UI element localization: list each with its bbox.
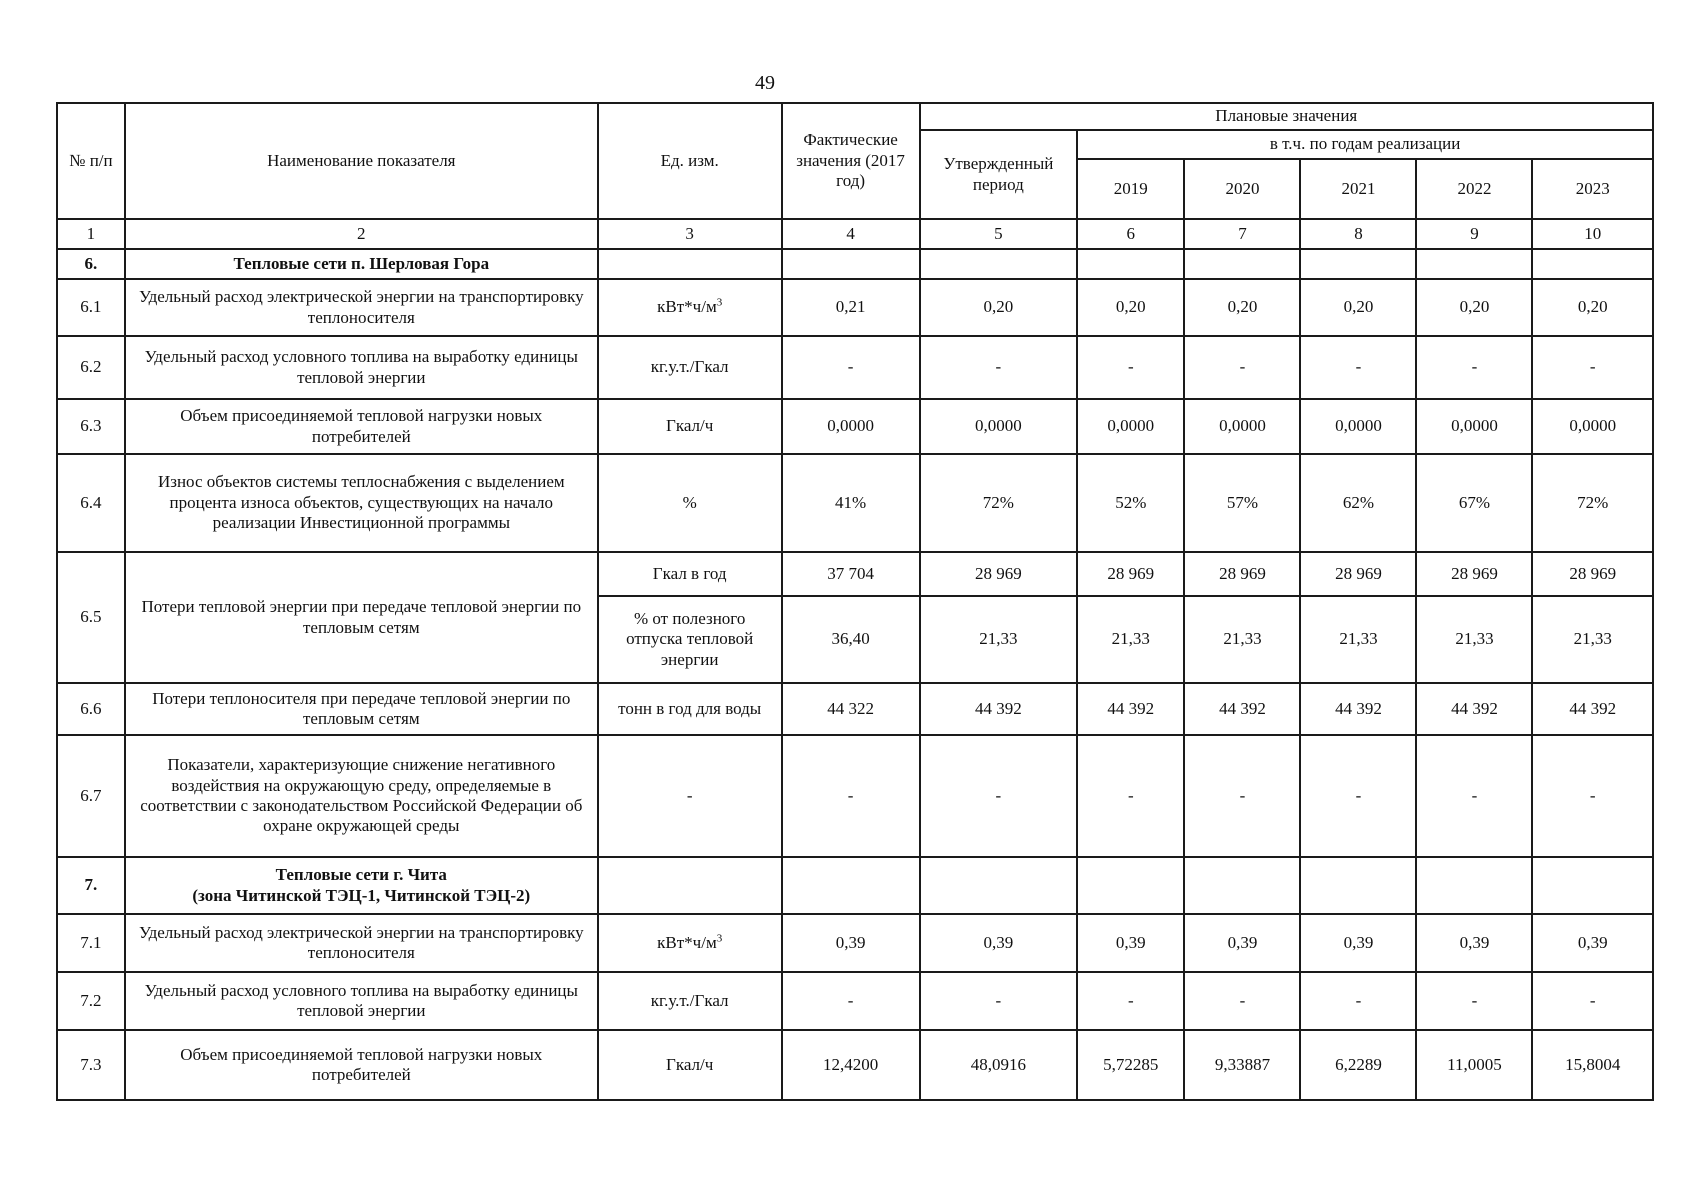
row-num: 7.1 — [57, 914, 125, 972]
row-name: Удельный расход условного топлива на выработку единицы тепловой энергии — [125, 336, 598, 399]
value-cell: - — [1300, 735, 1416, 857]
section-row — [57, 857, 1653, 914]
value-cell: 0,39 — [920, 914, 1078, 972]
col-number: 4 — [782, 219, 920, 249]
value-cell: 0,39 — [1300, 914, 1416, 972]
value-cell: - — [1184, 336, 1300, 399]
value-cell: - — [1077, 735, 1184, 857]
value-cell: 36,40 — [782, 596, 920, 683]
value-cell: 21,33 — [1184, 596, 1300, 683]
header-num: № п/п — [57, 103, 125, 219]
table-row — [57, 399, 1653, 454]
value-cell: 0,0000 — [1184, 399, 1300, 454]
value-cell: 28 969 — [1300, 552, 1416, 596]
value-cell: - — [1300, 336, 1416, 399]
section-num: 6. — [57, 249, 125, 279]
value-cell: 57% — [1184, 454, 1300, 552]
value-cell: 0,39 — [1077, 914, 1184, 972]
value-cell: 37 704 — [782, 552, 920, 596]
value-cell: 0,0000 — [1416, 399, 1532, 454]
table-row — [57, 972, 1653, 1030]
col-number: 2 — [125, 219, 598, 249]
value-cell: 67% — [1416, 454, 1532, 552]
row-name: Удельный расход электрической энергии на транспортировку теплоносителя — [125, 279, 598, 336]
row-unit — [598, 279, 782, 336]
value-cell: 0,21 — [782, 279, 920, 336]
table-row — [57, 279, 1653, 336]
row-name: Удельный расход условного топлива на выработку единицы тепловой энергии — [125, 972, 598, 1030]
value-cell: 0,0000 — [920, 399, 1078, 454]
row-unit — [598, 914, 782, 972]
value-cell: 0,0000 — [1300, 399, 1416, 454]
header-planned: Плановые значения — [920, 103, 1653, 130]
header-name: Наименование показателя — [125, 103, 598, 219]
value-cell: - — [782, 336, 920, 399]
value-cell: 0,0000 — [1077, 399, 1184, 454]
unit-text: кВт*ч/м — [657, 297, 717, 317]
value-cell: 0,20 — [1184, 279, 1300, 336]
section-title-line: (зона Читинской ТЭЦ-1, Читинской ТЭЦ-2) — [192, 885, 531, 905]
row-num: 6.3 — [57, 399, 125, 454]
col-number: 5 — [920, 219, 1078, 249]
header-year: 2021 — [1300, 159, 1416, 219]
value-cell: - — [1077, 336, 1184, 399]
row-name: Объем присоединяемой тепловой нагрузки новых потребителей — [125, 1030, 598, 1100]
header-year: 2023 — [1532, 159, 1653, 219]
row-name: Потери тепловой энергии при передаче тепловой энергии по тепловым сетям — [125, 552, 598, 683]
section-title — [125, 857, 598, 914]
col-number: 8 — [1300, 219, 1416, 249]
value-cell: 9,33887 — [1184, 1030, 1300, 1100]
unit-superscript: 3 — [716, 932, 723, 945]
value-cell: 48,0916 — [920, 1030, 1078, 1100]
value-cell: 41% — [782, 454, 920, 552]
value-cell: - — [1532, 972, 1653, 1030]
col-number: 9 — [1416, 219, 1532, 249]
table-row — [57, 683, 1653, 735]
value-cell: 28 969 — [920, 552, 1078, 596]
value-cell: 28 969 — [1532, 552, 1653, 596]
col-number: 3 — [598, 219, 782, 249]
value-cell: - — [1416, 735, 1532, 857]
value-cell: - — [1300, 972, 1416, 1030]
indicators-table — [56, 102, 1654, 1101]
row-num: 6.7 — [57, 735, 125, 857]
row-num: 6.2 — [57, 336, 125, 399]
row-num: 7.2 — [57, 972, 125, 1030]
header-year: 2020 — [1184, 159, 1300, 219]
row-name: Удельный расход электрической энергии на транспортировку теплоносителя — [125, 914, 598, 972]
value-cell: - — [920, 735, 1078, 857]
row-name: Потери теплоносителя при передаче тепловой энергии по тепловым сетям — [125, 683, 598, 735]
header-by-years: в т.ч. по годам реализации — [1077, 130, 1653, 159]
value-cell: 44 392 — [1077, 683, 1184, 735]
table-row — [57, 914, 1653, 972]
value-cell: 11,0005 — [1416, 1030, 1532, 1100]
row-num: 6.1 — [57, 279, 125, 336]
row-num: 6.5 — [57, 552, 125, 683]
value-cell: - — [782, 972, 920, 1030]
value-cell: 44 392 — [1184, 683, 1300, 735]
section-row — [57, 249, 1653, 279]
value-cell: 0,39 — [1416, 914, 1532, 972]
table-row — [57, 1030, 1653, 1100]
table-row — [57, 552, 1653, 596]
value-cell: 28 969 — [1416, 552, 1532, 596]
value-cell: 52% — [1077, 454, 1184, 552]
value-cell: 0,39 — [782, 914, 920, 972]
header-year: 2019 — [1077, 159, 1184, 219]
unit-superscript: 3 — [716, 296, 723, 309]
value-cell: 44 322 — [782, 683, 920, 735]
section-title-line: Тепловые сети г. Чита — [275, 865, 447, 885]
value-cell: 21,33 — [1532, 596, 1653, 683]
value-cell: - — [782, 735, 920, 857]
value-cell: 44 392 — [1532, 683, 1653, 735]
col-number: 7 — [1184, 219, 1300, 249]
value-cell: - — [1077, 972, 1184, 1030]
header-actual: Фактические значения (2017 год) — [782, 103, 920, 219]
value-cell: - — [1416, 336, 1532, 399]
row-unit: % от полезного отпуска тепловой энергии — [598, 596, 782, 683]
value-cell: 0,20 — [1300, 279, 1416, 336]
table-row — [57, 735, 1653, 857]
value-cell: 21,33 — [920, 596, 1078, 683]
row-name: Износ объектов системы теплоснабжения с выделением процента износа объектов, существующих на начало реализации Инвестиционной программы — [125, 454, 598, 552]
row-unit: % — [598, 454, 782, 552]
row-num: 6.6 — [57, 683, 125, 735]
value-cell: 0,20 — [920, 279, 1078, 336]
row-unit: Гкал в год — [598, 552, 782, 596]
value-cell: 0,0000 — [1532, 399, 1653, 454]
value-cell: 0,20 — [1416, 279, 1532, 336]
row-name: Показатели, характеризующие снижение негативного воздействия на окружающую среду, определяемые в соответствии с законодательством Российской Федерации об охране окружающей среды — [125, 735, 598, 857]
value-cell: 72% — [1532, 454, 1653, 552]
col-number: 6 — [1077, 219, 1184, 249]
value-cell: - — [1532, 735, 1653, 857]
table-row — [57, 454, 1653, 552]
value-cell: 21,33 — [1077, 596, 1184, 683]
value-cell: 44 392 — [1416, 683, 1532, 735]
value-cell: - — [1416, 972, 1532, 1030]
value-cell: 72% — [920, 454, 1078, 552]
value-cell: 44 392 — [1300, 683, 1416, 735]
row-unit: - — [598, 735, 782, 857]
value-cell: 21,33 — [1300, 596, 1416, 683]
table-row — [57, 336, 1653, 399]
page-number: 49 — [755, 72, 775, 94]
value-cell: 21,33 — [1416, 596, 1532, 683]
row-num: 7.3 — [57, 1030, 125, 1100]
value-cell: - — [920, 972, 1078, 1030]
row-unit: тонн в год для воды — [598, 683, 782, 735]
section-num: 7. — [57, 857, 125, 914]
row-unit: Гкал/ч — [598, 1030, 782, 1100]
row-unit: Гкал/ч — [598, 399, 782, 454]
header-unit: Ед. изм. — [598, 103, 782, 219]
row-name: Объем присоединяемой тепловой нагрузки новых потребителей — [125, 399, 598, 454]
value-cell: 0,20 — [1532, 279, 1653, 336]
value-cell: 5,72285 — [1077, 1030, 1184, 1100]
row-num: 6.4 — [57, 454, 125, 552]
row-unit: кг.у.т./Гкал — [598, 336, 782, 399]
value-cell: - — [1184, 972, 1300, 1030]
value-cell: - — [1532, 336, 1653, 399]
value-cell: 28 969 — [1077, 552, 1184, 596]
value-cell: 12,4200 — [782, 1030, 920, 1100]
value-cell: - — [920, 336, 1078, 399]
value-cell: 6,2289 — [1300, 1030, 1416, 1100]
value-cell: 44 392 — [920, 683, 1078, 735]
value-cell: 0,20 — [1077, 279, 1184, 336]
header-year: 2022 — [1416, 159, 1532, 219]
value-cell: - — [1184, 735, 1300, 857]
value-cell: 0,39 — [1532, 914, 1653, 972]
value-cell: 62% — [1300, 454, 1416, 552]
section-title: Тепловые сети п. Шерловая Гора — [125, 249, 598, 279]
value-cell: 0,0000 — [782, 399, 920, 454]
value-cell: 0,39 — [1184, 914, 1300, 972]
value-cell: 28 969 — [1184, 552, 1300, 596]
value-cell: 15,8004 — [1532, 1030, 1653, 1100]
col-number: 1 — [57, 219, 125, 249]
unit-text: кВт*ч/м — [657, 932, 717, 952]
header-approved: Утвержденный период — [920, 130, 1078, 219]
row-unit: кг.у.т./Гкал — [598, 972, 782, 1030]
col-number: 10 — [1532, 219, 1653, 249]
